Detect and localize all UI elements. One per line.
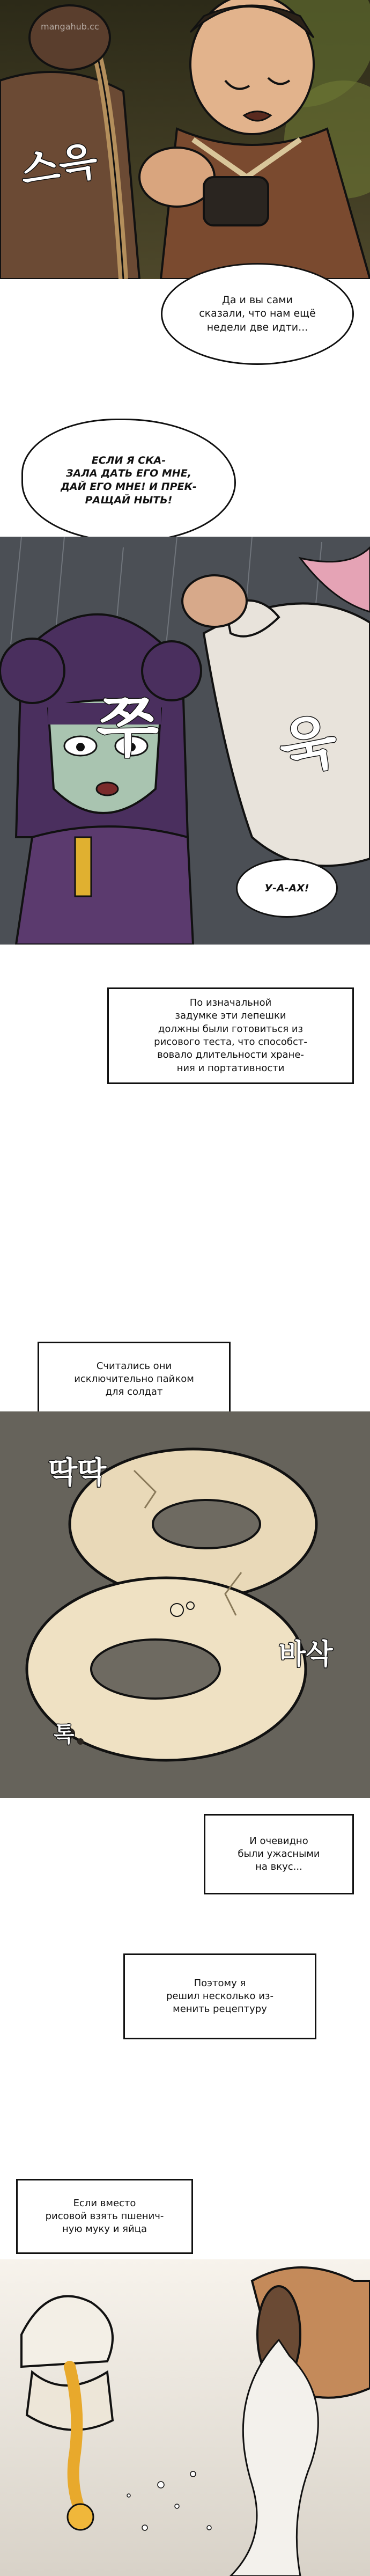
speech-bubble-text: Да и вы сами сказали, что нам ещё недели две идти... [199,294,316,333]
sfx-pull-left: 쭈 [97,691,159,765]
sfx-hard-knock: 딱딱 [48,1455,107,1490]
panel-rice-cracker [0,1181,370,1932]
small-speech-bubble [236,859,338,918]
panel-argument-scene [0,397,370,1181]
taste-caption [204,1814,354,1894]
ingredients-caption [16,2179,193,2254]
narration-caption [107,987,354,1084]
ingredients-caption-text: Если вместо рисовой взять пшенич- ную муку и яйца [45,2197,164,2235]
shout-bubble-text: ЕСЛИ Я СКА- ЗАЛА ДАТЬ ЕГО МНЕ, ДАЙ ЕГО МНЕ! И ПРЕК- РАЩАЙ НЫТЬ! [61,454,197,506]
recipe-change-caption [123,1953,316,2039]
panel-forest-scene [0,0,370,397]
narration-caption-text: По изначальной задумке эти лепешки должны были готовиться из рисового теста, что способст- вовало длительности хране- ния и портативности [154,997,307,1074]
sfx-swoosh: 스윽 [18,137,101,194]
taste-caption-text: И очевидно были ужасными на вкус... [238,1835,320,1873]
panel-ingredients [0,2104,370,2576]
small-speech-bubble-text: У-А-АХ! [264,882,309,894]
soldier-ration-caption-text: Считались они исключительно пайком для солдат [74,1360,194,1398]
sfx-crumb: 톡 [54,1722,75,1747]
sfx-pull-right: 욱 [274,706,343,784]
ingredients-art [0,2259,370,2576]
watermark-text: mangahub.cc [41,21,99,32]
sfx-crunch: 바삭 [279,1638,333,1671]
soldier-ration-caption [38,1342,231,1417]
recipe-change-caption-text: Поэтому я решил несколько из- менить рецептуру [166,1977,273,2015]
speech-bubble [161,263,354,365]
shout-bubble [21,419,236,542]
